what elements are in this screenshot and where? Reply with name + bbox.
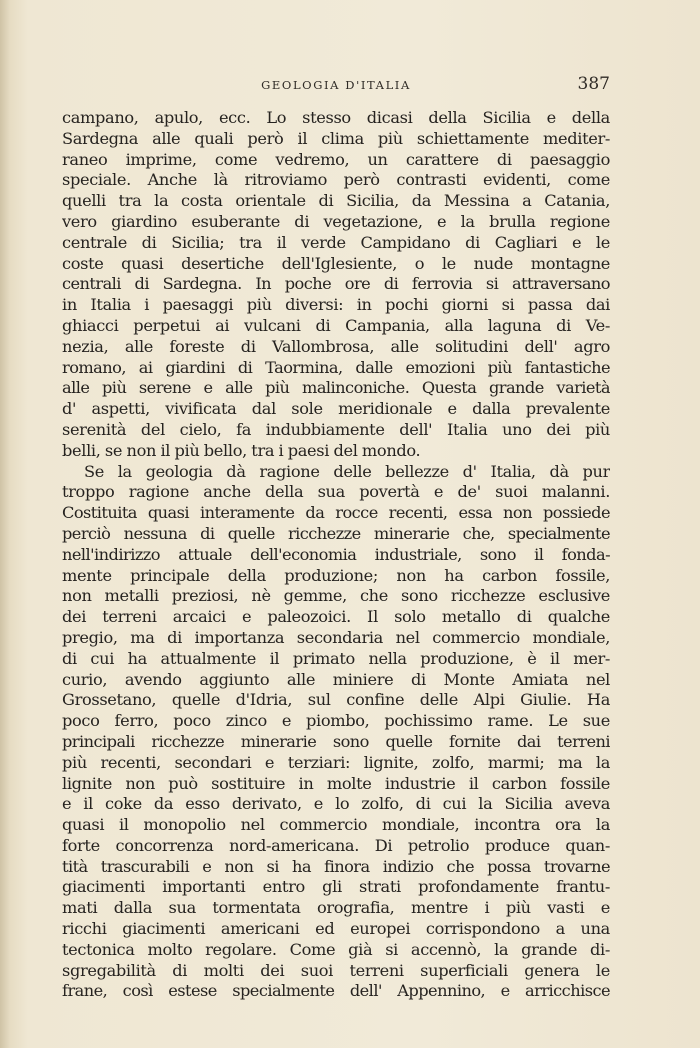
text-line: non metalli preziosi, nè gemme, che sono ricchezze esclusive bbox=[62, 586, 610, 606]
body-text bbox=[62, 108, 610, 1002]
text-line: Grossetano, quelle d'Idria, sul confine delle Alpi Giulie. Ha bbox=[62, 690, 610, 710]
text-line: poco ferro, poco zinco e piombo, pochissimo rame. Le sue bbox=[62, 711, 610, 731]
text-line: mati dalla sua tormentata orografia, mentre i più vasti e bbox=[62, 898, 610, 918]
text-line: e il coke da esso derivato, e lo zolfo, di cui la Sicilia aveva bbox=[62, 794, 610, 814]
text-line: centrali di Sardegna. In poche ore di ferrovia si attraversano bbox=[62, 274, 610, 294]
text-line: serenità del cielo, fa indubbiamente dell' Italia uno dei più bbox=[62, 419, 610, 439]
text-line: alle più serene e alle più malinconiche. Questa grande varietà bbox=[62, 378, 610, 398]
page-number: 387 bbox=[577, 74, 610, 94]
text-line: tectonica molto regolare. Come già si accennò, la grande di- bbox=[62, 939, 610, 959]
text-line: romano, ai giardini di Taormina, dalle emozioni più fantastiche bbox=[62, 357, 610, 377]
text-line: belli, se non il più bello, tra i paesi del mondo. bbox=[62, 440, 421, 460]
text-line: Costituita quasi interamente da rocce recenti, essa non possiede bbox=[62, 503, 610, 523]
running-title: GEOLOGIA D'ITALIA bbox=[261, 78, 411, 92]
text-line: quasi il monopolio nel commercio mondiale, incontra ora la bbox=[62, 815, 610, 835]
text-line: principali ricchezze minerarie sono quelle fornite dai terreni bbox=[62, 731, 610, 751]
text-line: di cui ha attualmente il primato nella produzione, è il mer- bbox=[62, 648, 610, 668]
text-line: in Italia i paesaggi più diversi: in pochi giorni si passa dai bbox=[62, 295, 610, 315]
text-line: speciale. Anche là ritroviamo però contrasti evidenti, come bbox=[62, 170, 610, 190]
text-line: centrale di Sicilia; tra il verde Campidano di Cagliari e le bbox=[62, 232, 610, 252]
text-line: campano, apulo, ecc. Lo stesso dicasi della Sicilia e della bbox=[62, 108, 610, 127]
text-line: curio, avendo aggiunto alle miniere di Monte Amiata nel bbox=[62, 669, 610, 689]
text-line: mente principale della produzione; non ha carbon fossile, bbox=[62, 565, 610, 585]
text-line: d' aspetti, vivificata dal sole meridionale e dalla prevalente bbox=[62, 399, 610, 419]
text-line: lignite non può sostituire in molte industrie il carbon fossile bbox=[62, 773, 610, 793]
text-line: sgregabilità di molti dei suoi terreni superficiali genera le bbox=[62, 960, 610, 980]
text-line: coste quasi desertiche dell'Iglesiente, o le nude montagne bbox=[62, 253, 610, 273]
text-line: più recenti, secondari e terziari: lignite, zolfo, marmi; ma la bbox=[62, 752, 610, 772]
text-line: vero giardino esuberante di vegetazione, e la brulla regione bbox=[62, 211, 610, 231]
text-line: quelli tra la costa orientale di Sicilia, da Messina a Catania, bbox=[62, 191, 610, 211]
text-line: troppo ragione anche della sua povertà e de' suoi malanni. bbox=[62, 482, 610, 502]
text-line: perciò nessuna di quelle ricchezze minerarie che, specialmente bbox=[62, 523, 610, 543]
text-line: dei terreni arcaici e paleozoici. Il solo metallo di qualche bbox=[62, 607, 610, 627]
text-line: raneo imprime, come vedremo, un carattere di paesaggio bbox=[62, 149, 610, 169]
text-line: tità trascurabili e non si ha finora indizio che possa trovarne bbox=[62, 856, 610, 876]
text-line: Sardegna alle quali però il clima più schiettamente mediter- bbox=[62, 128, 610, 148]
text-line: ghiacci perpetui ai vulcani di Campania, alla laguna di Ve- bbox=[62, 315, 610, 335]
text-line: giacimenti importanti entro gli strati profondamente frantu- bbox=[62, 877, 610, 897]
page-header bbox=[62, 74, 610, 96]
text-line: pregio, ma di importanza secondaria nel commercio mondiale, bbox=[62, 627, 610, 647]
text-line: nell'indirizzo attuale dell'economia industriale, sono il fonda- bbox=[62, 544, 610, 564]
text-line: forte concorrenza nord-americana. Di petrolio produce quan- bbox=[62, 835, 610, 855]
text-line: Se la geologia dà ragione delle bellezze d' Italia, dà pur bbox=[84, 461, 610, 481]
text-line: nezia, alle foreste di Vallombrosa, alle solitudini dell' agro bbox=[62, 336, 610, 356]
text-line: frane, così estese specialmente dell' Appennino, e arricchisce bbox=[62, 981, 610, 1001]
text-line: ricchi giacimenti americani ed europei corrispondono a una bbox=[62, 919, 610, 939]
